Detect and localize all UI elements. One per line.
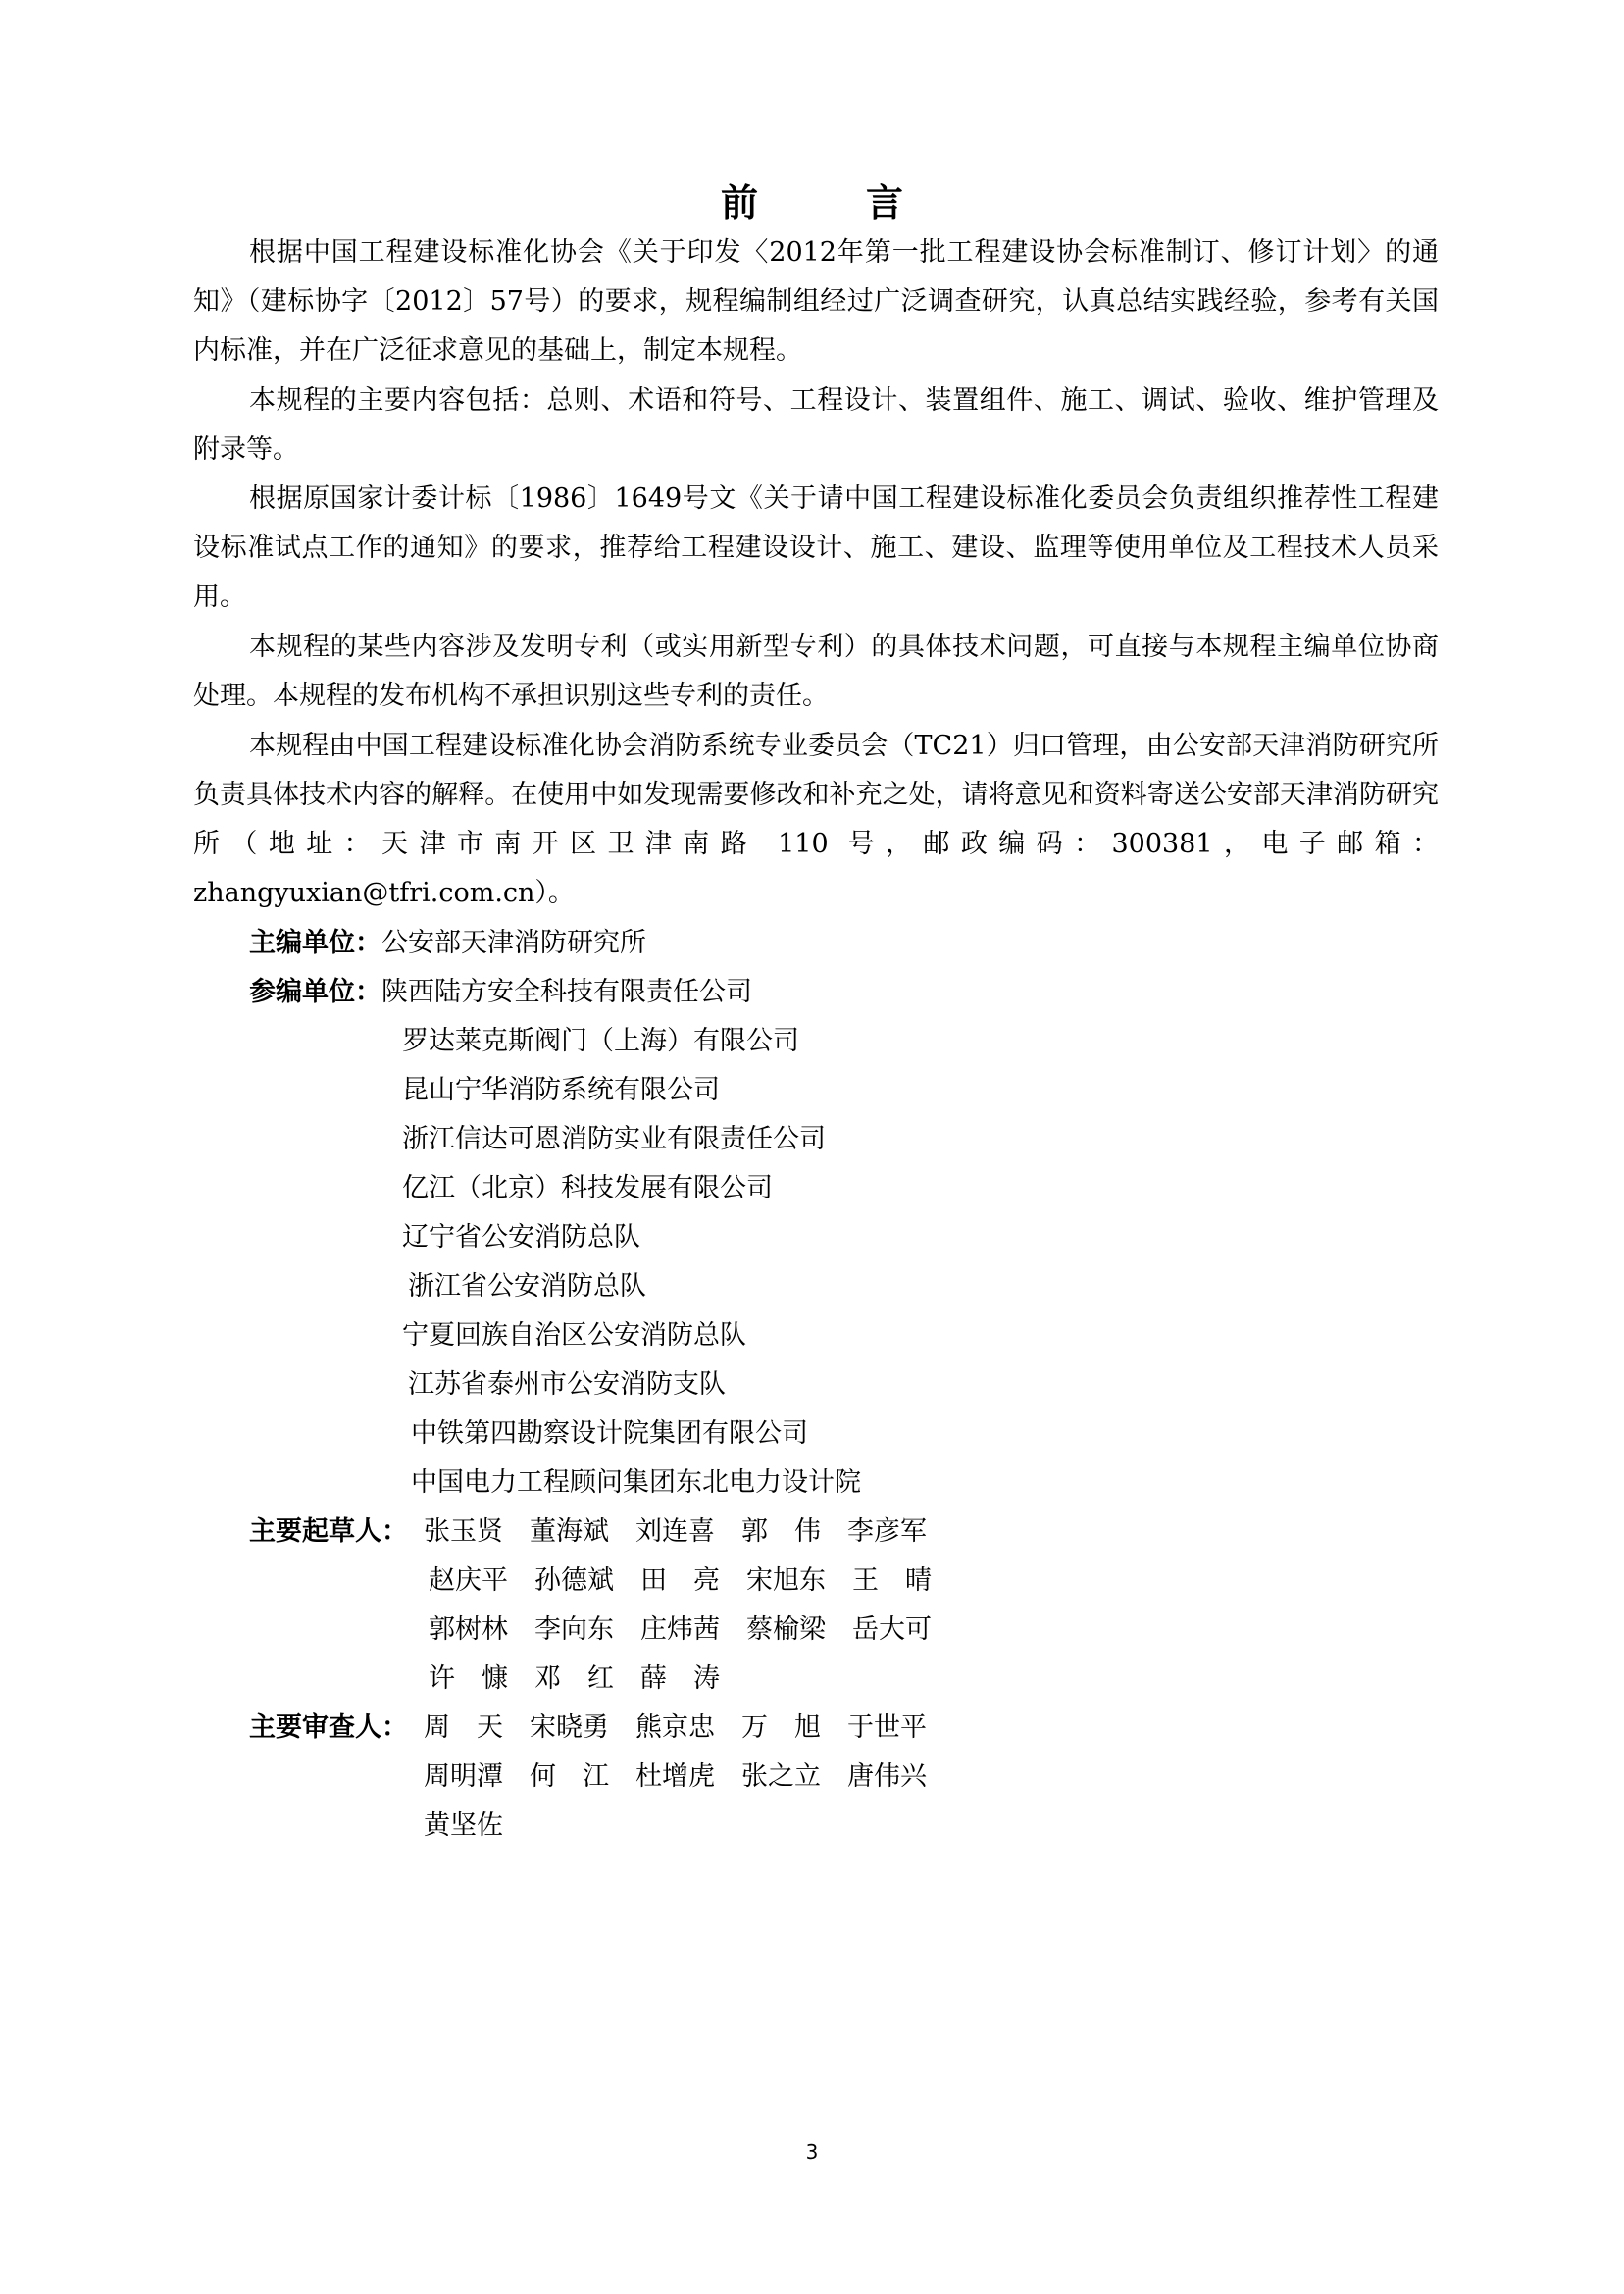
participating-unit: 中铁第四勘察设计院集团有限公司: [411, 1418, 808, 1449]
paragraph-contents: 本规程的主要内容包括：总则、术语和符号、工程设计、装置组件、施工、调试、验收、维护管理及附录等。: [193, 385, 1439, 465]
reviewer-name: 何 江: [530, 1761, 609, 1792]
drafter-name: 郭树林: [429, 1614, 508, 1645]
drafters-row: [429, 1606, 958, 1655]
reviewer-name: 熊京忠: [635, 1712, 715, 1743]
paragraph-patent: 本规程的某些内容涉及发明专利（或实用新型专利）的具体技术问题，可直接与本规程主编单位协商处理。本规程的发布机构不承担识别这些专利的责任。: [193, 632, 1439, 711]
drafter-name: 董海斌: [530, 1516, 609, 1547]
page-number: 3: [805, 2140, 819, 2164]
drafters-row: [429, 1655, 746, 1704]
participating-unit: 罗达莱克斯阀门（上海）有限公司: [402, 1026, 799, 1056]
drafters-row: [429, 1556, 958, 1606]
reviewers-row: [424, 1753, 953, 1802]
participating-unit: 宁夏回族自治区公安消防总队: [402, 1320, 746, 1351]
reviewer-name: 周明潭: [424, 1761, 503, 1792]
reviewers-row: [424, 1704, 953, 1753]
reviewers-row: [424, 1802, 530, 1851]
paragraph-recommendation: 根据原国家计委计标〔1986〕1649号文《关于请中国工程建设标准化委员会负责组织推荐性工程建设标准试点工作的通知》的要求，推荐给工程建设设计、施工、建设、监理等使用单位及工程技术人员采用。: [193, 484, 1439, 612]
reviewer-name: 黄坚佐: [424, 1810, 503, 1841]
reviewer-name: 杜增虎: [635, 1761, 715, 1792]
chief-editor-label: 主编单位：: [249, 928, 381, 958]
participating-unit: 江苏省泰州市公安消防支队: [408, 1369, 726, 1400]
drafter-name: 张玉贤: [424, 1516, 503, 1547]
paragraph-basis: 根据中国工程建设标准化协会《关于印发〈2012年第一批工程建设协会标准制订、修订计划〉的通知》（建标协字〔2012〕57号）的要求，规程编制组经过广泛调查研究，认真总结实践经验，参考有关国内标准，并在广泛征求意见的基础上，制定本规程。: [193, 237, 1439, 366]
participating-unit: 昆山宁华消防系统有限公司: [402, 1075, 720, 1105]
reviewers-label: 主要审查人：: [249, 1712, 408, 1743]
participating-unit: 陕西陆方安全科技有限责任公司: [381, 977, 752, 1007]
drafter-name: 邓 红: [534, 1663, 614, 1694]
participating-label: 参编单位：: [249, 977, 381, 1007]
participating-unit: 浙江省公安消防总队: [408, 1271, 646, 1301]
drafter-name: 薛 涛: [640, 1663, 720, 1694]
reviewer-name: 万 旭: [741, 1712, 821, 1743]
drafter-name: 田 亮: [640, 1565, 720, 1596]
drafter-name: 王 晴: [852, 1565, 932, 1596]
drafter-name: 郭 伟: [741, 1516, 821, 1547]
chief-editor-row: [249, 919, 646, 968]
reviewer-name: 周 天: [424, 1712, 503, 1743]
participating-unit: 辽宁省公安消防总队: [402, 1222, 640, 1252]
drafter-name: 李向东: [534, 1614, 614, 1645]
drafter-name: 刘连喜: [635, 1516, 715, 1547]
drafter-name: 孙德斌: [534, 1565, 614, 1596]
drafter-name: 赵庆平: [429, 1565, 508, 1596]
participating-unit: 浙江信达可恩消防实业有限责任公司: [402, 1124, 826, 1154]
reviewer-name: 张之立: [741, 1761, 821, 1792]
reviewer-name: 于世平: [847, 1712, 927, 1743]
paragraph-management: 本规程由中国工程建设标准化协会消防系统专业委员会（TC21）归口管理，由公安部天津消防研究所负责具体技术内容的解释。在使用中如发现需要修改和补充之处，请将意见和资料寄送公安部天津消防研究所（地址：天津市南开区卫津南路 110 号，邮政编码：300381，电子邮箱：zhangyuxian@tfri.com.cn）。: [193, 731, 1439, 908]
drafter-name: 李彦军: [847, 1516, 927, 1547]
participating-label-row: [249, 968, 752, 1017]
drafter-name: 宋旭东: [746, 1565, 826, 1596]
chief-editor-unit: 公安部天津消防研究所: [381, 928, 646, 958]
drafter-name: 蔡榆梁: [746, 1614, 826, 1645]
drafter-name: 许 慷: [429, 1663, 508, 1694]
participating-unit: 中国电力工程顾问集团东北电力设计院: [411, 1467, 861, 1498]
drafters-row: [424, 1507, 953, 1556]
drafter-name: 岳大可: [852, 1614, 932, 1645]
reviewer-name: 宋晓勇: [530, 1712, 609, 1743]
page-title: 前 言: [720, 180, 939, 225]
participating-unit: 亿江（北京）科技发展有限公司: [402, 1173, 773, 1203]
drafter-name: 庄炜茜: [640, 1614, 720, 1645]
reviewer-name: 唐伟兴: [847, 1761, 927, 1792]
drafters-label: 主要起草人：: [249, 1516, 408, 1547]
